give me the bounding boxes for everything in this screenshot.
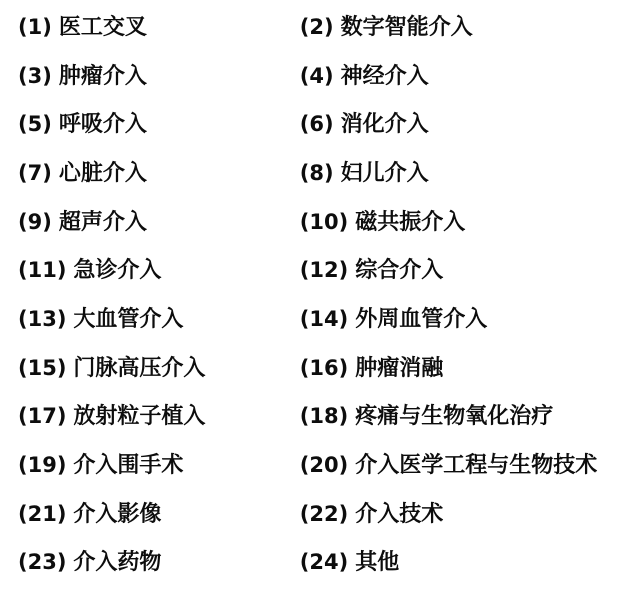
list-item[interactable] [12, 448, 294, 479]
list-item-number: (5) [18, 112, 52, 137]
list-item[interactable] [294, 107, 620, 138]
list-item-number: (9) [18, 209, 52, 234]
list-item-label: 介入围手术 [73, 453, 184, 479]
list-item-number: (13) [18, 307, 67, 332]
list-item-number: (16) [299, 355, 349, 380]
list-item[interactable] [294, 253, 620, 284]
list-item-number: (20) [299, 453, 349, 478]
list-item-label: 消化介入 [340, 112, 429, 138]
list-item-label: 介入技术 [355, 501, 444, 527]
list-item-number: (11) [18, 258, 67, 283]
list-item[interactable] [12, 59, 294, 90]
list-item[interactable] [12, 156, 294, 187]
list-row [12, 399, 620, 448]
list-item-label: 妇儿介入 [340, 161, 429, 187]
list-item[interactable] [294, 545, 620, 576]
list-item[interactable] [12, 253, 294, 284]
list-item-number: (19) [18, 453, 67, 478]
list-item[interactable] [294, 59, 620, 90]
list-item-number: (12) [299, 258, 349, 283]
list-item-number: (23) [18, 550, 67, 575]
list-row [12, 351, 620, 400]
list-item-label: 介入药物 [73, 550, 162, 576]
list-item-number: (24) [299, 550, 349, 575]
list-item[interactable] [12, 545, 294, 576]
list-item[interactable] [12, 205, 294, 236]
list-item-number: (14) [299, 307, 349, 332]
list-item[interactable] [294, 156, 620, 187]
list-item-label: 其他 [355, 550, 400, 576]
list-row [12, 545, 620, 594]
list-item-label: 肿瘤消融 [355, 355, 444, 381]
list-item-number: (22) [299, 501, 349, 526]
list-item-label: 磁共振介入 [355, 209, 466, 235]
list-item[interactable] [12, 351, 294, 382]
list-row [12, 448, 620, 497]
list-item-label: 呼吸介入 [58, 112, 147, 138]
list-item-label: 医工交叉 [58, 15, 147, 40]
list-item-label: 介入医学工程与生物技术 [355, 453, 598, 479]
list-row [12, 302, 620, 351]
list-item-label: 门脉高压介入 [73, 355, 206, 381]
list-item-number: (18) [299, 404, 349, 429]
list-row [12, 10, 620, 59]
list-item-label: 肿瘤介入 [58, 63, 147, 89]
list-item-label: 外周血管介入 [355, 307, 488, 333]
list-row [12, 497, 620, 546]
list-item-label: 大血管介入 [73, 307, 184, 333]
list-item-label: 放射粒子植入 [73, 404, 206, 430]
list-item-number: (7) [18, 161, 52, 186]
list-item-number: (4) [299, 63, 334, 88]
list-item-number: (1) [18, 15, 52, 39]
list-item[interactable] [294, 10, 620, 41]
list-row [12, 205, 620, 254]
list-item-label: 神经介入 [340, 63, 429, 89]
list-item-number: (10) [299, 209, 349, 234]
list-row [12, 156, 620, 205]
list-item-number: (2) [299, 15, 334, 39]
list-item[interactable] [294, 205, 620, 236]
list-item-number: (8) [299, 161, 334, 186]
list-item-label: 疼痛与生物氧化治疗 [355, 404, 554, 430]
list-item-label: 急诊介入 [73, 258, 162, 284]
list-item[interactable] [12, 399, 294, 430]
list-item[interactable] [12, 107, 294, 138]
list-item-number: (17) [18, 404, 67, 429]
list-item[interactable] [294, 399, 620, 430]
list-item[interactable] [294, 448, 620, 479]
list-item-label: 心脏介入 [58, 161, 147, 187]
list-item[interactable] [12, 302, 294, 333]
list-row [12, 253, 620, 302]
list-item[interactable] [12, 497, 294, 528]
list-item-number: (21) [18, 501, 67, 526]
list-item-number: (15) [18, 355, 67, 380]
list-item-number: (6) [299, 112, 334, 137]
list-item-label: 数字智能介入 [340, 15, 473, 40]
list-item[interactable] [12, 10, 294, 41]
list-row [12, 59, 620, 108]
list-item-number: (3) [18, 63, 52, 88]
list-item-label: 介入影像 [73, 501, 162, 527]
list-item-label: 综合介入 [355, 258, 444, 284]
list-item[interactable] [294, 302, 620, 333]
list-item-label: 超声介入 [58, 209, 147, 235]
list-row [12, 107, 620, 156]
list-item[interactable] [294, 497, 620, 528]
list-item[interactable] [294, 351, 620, 382]
